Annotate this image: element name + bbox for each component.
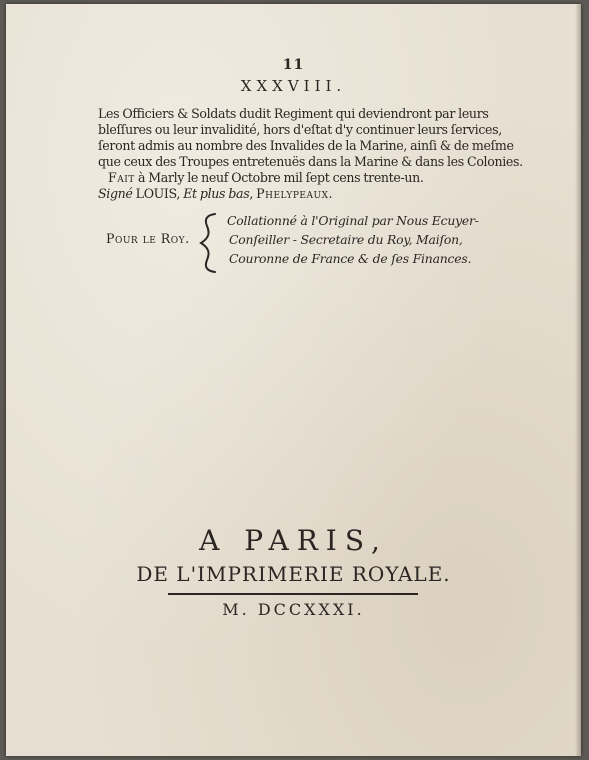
et-plus-bas: Et plus bas <box>183 186 250 201</box>
fait-word: Fait <box>108 170 135 185</box>
louis-name: LOUIS, <box>132 186 184 201</box>
body-line: Les Officiers & Soldats dudit Regiment qui deviendront par leurs <box>98 106 489 121</box>
collation-text <box>227 211 479 268</box>
date-line <box>98 170 480 186</box>
collation-line: Conſeiller - Secretaire du Roy, Maiſon, <box>229 232 463 247</box>
body-line: bleſſures ou leur invalidité, hors d'eſtat d'y continuer leurs ſervices, <box>98 122 502 137</box>
signed-line <box>98 186 480 202</box>
page-number: 11 <box>282 57 305 73</box>
horizontal-rule <box>168 593 418 595</box>
article-body <box>98 106 523 202</box>
body-line: que ceux des Troupes entretenuës dans la Marine & dans les Colonies. <box>98 154 523 169</box>
phelypeaux-name: Phelypeaux. <box>256 186 333 201</box>
imprint-city: A PARIS, <box>199 524 388 557</box>
page-edge-shadow <box>575 4 581 756</box>
document-page <box>6 4 581 756</box>
article-heading: XXXVIII. <box>240 77 347 95</box>
curly-brace-icon <box>198 213 220 273</box>
imprint-press: DE L'IMPRIMERIE ROYALE. <box>136 562 451 586</box>
separator-comma: , <box>249 186 257 201</box>
signature-block <box>106 209 506 269</box>
pour-le-roy: Pour le Roy. <box>106 231 190 246</box>
date-text: à Marly le neuf Octobre mil ſept cens trente-un. <box>134 170 424 185</box>
body-line: ſeront admis au nombre des Invalides de la Marine, ainſi & de meſme <box>98 138 514 153</box>
collation-line: Couronne de France & de ſes Finances. <box>229 251 472 266</box>
signe-word: Signé <box>98 186 133 201</box>
imprint-year: M. DCCXXXI. <box>222 600 365 619</box>
collation-line: Collationné à l'Original par Nous Ecuyer- <box>227 213 479 228</box>
